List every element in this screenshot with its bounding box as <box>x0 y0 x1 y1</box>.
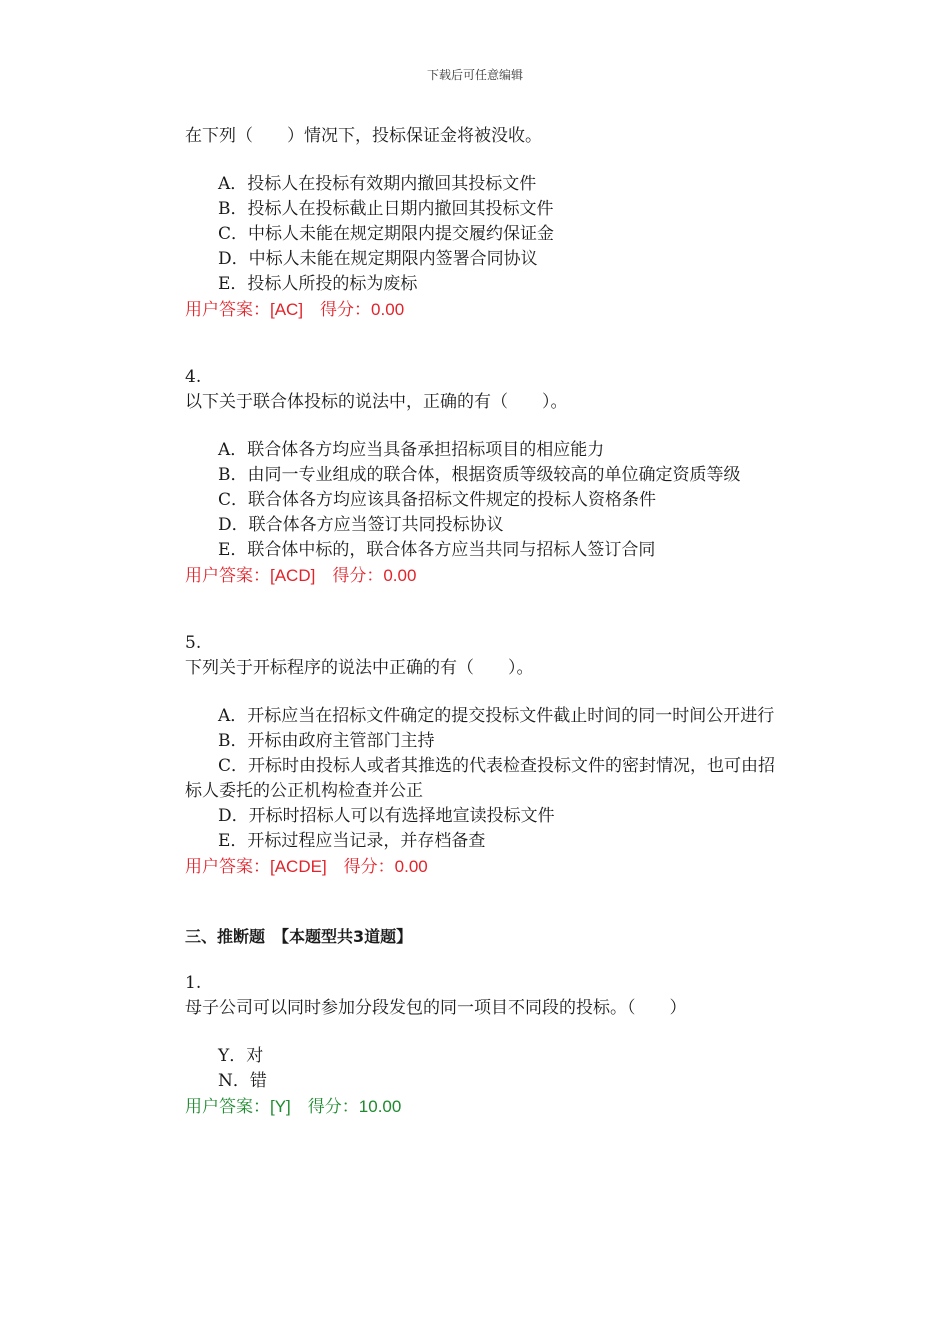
option-b: B．由同一专业组成的联合体，根据资质等级较高的单位确定资质等级 <box>218 465 741 485</box>
options-list <box>185 1044 785 1094</box>
options-list <box>185 172 785 297</box>
option-d: D．中标人未能在规定期限内签署合同协议 <box>218 249 538 269</box>
options-list <box>185 704 785 854</box>
question-text: 以下关于联合体投标的说法中，正确的有（ ）。 <box>185 392 568 412</box>
question-number: 4. <box>185 367 202 387</box>
option-n: N．错 <box>218 1071 267 1091</box>
question-number: 5. <box>185 633 202 653</box>
option-e: E．投标人所投的标为废标 <box>218 274 418 294</box>
option-e: E．联合体中标的，联合体各方应当共同与招标人签订合同 <box>218 540 656 560</box>
option-c: C．中标人未能在规定期限内提交履约保证金 <box>218 224 555 244</box>
option-c: C．联合体各方均应该具备招标文件规定的投标人资格条件 <box>218 490 657 510</box>
user-answer: 用户答案：[AC] 得分：0.00 <box>185 300 405 319</box>
options-list <box>185 438 785 563</box>
option-c: C．开标时由投标人或者其推选的代表检查投标文件的密封情况，也可由招标人委托的公正机构检查并公正 <box>185 756 776 801</box>
user-answer: 用户答案：[ACD] 得分：0.00 <box>185 566 417 585</box>
option-a: A．开标应当在招标文件确定的提交投标文件截止时间的同一时间公开进行 <box>218 706 775 726</box>
option-a: A．联合体各方均应当具备承担招标项目的相应能力 <box>218 440 605 460</box>
option-y: Y．对 <box>218 1046 264 1066</box>
section-title: 三、推断题 【本题型共3道题】 <box>185 927 413 946</box>
question-4 <box>185 365 785 588</box>
option-d: D．开标时招标人可以有选择地宣读投标文件 <box>218 806 555 826</box>
option-e: E．开标过程应当记录，并存档备查 <box>218 831 486 851</box>
option-b: B．开标由政府主管部门主持 <box>218 731 435 751</box>
question-text: 在下列（ ）情况下，投标保证金将被没收。 <box>185 126 542 146</box>
judgement-question-1 <box>185 971 785 1119</box>
document-body <box>185 124 785 1119</box>
option-d: D．联合体各方应当签订共同投标协议 <box>218 515 504 535</box>
question-text: 下列关于开标程序的说法中正确的有（ ）。 <box>185 658 534 678</box>
question-number: 1. <box>185 973 202 993</box>
page-header-note: 下载后可任意编辑 <box>426 68 523 82</box>
option-b: B．投标人在投标截止日期内撤回其投标文件 <box>218 199 554 219</box>
option-a: A．投标人在投标有效期内撤回其投标文件 <box>218 174 537 194</box>
question-3 <box>185 124 785 322</box>
user-answer: 用户答案：[Y] 得分：10.00 <box>185 1097 402 1116</box>
user-answer: 用户答案：[ACDE] 得分：0.00 <box>185 857 428 876</box>
question-5 <box>185 631 785 879</box>
question-text: 母子公司可以同时参加分段发包的同一项目不同段的投标。（ ） <box>185 998 687 1018</box>
